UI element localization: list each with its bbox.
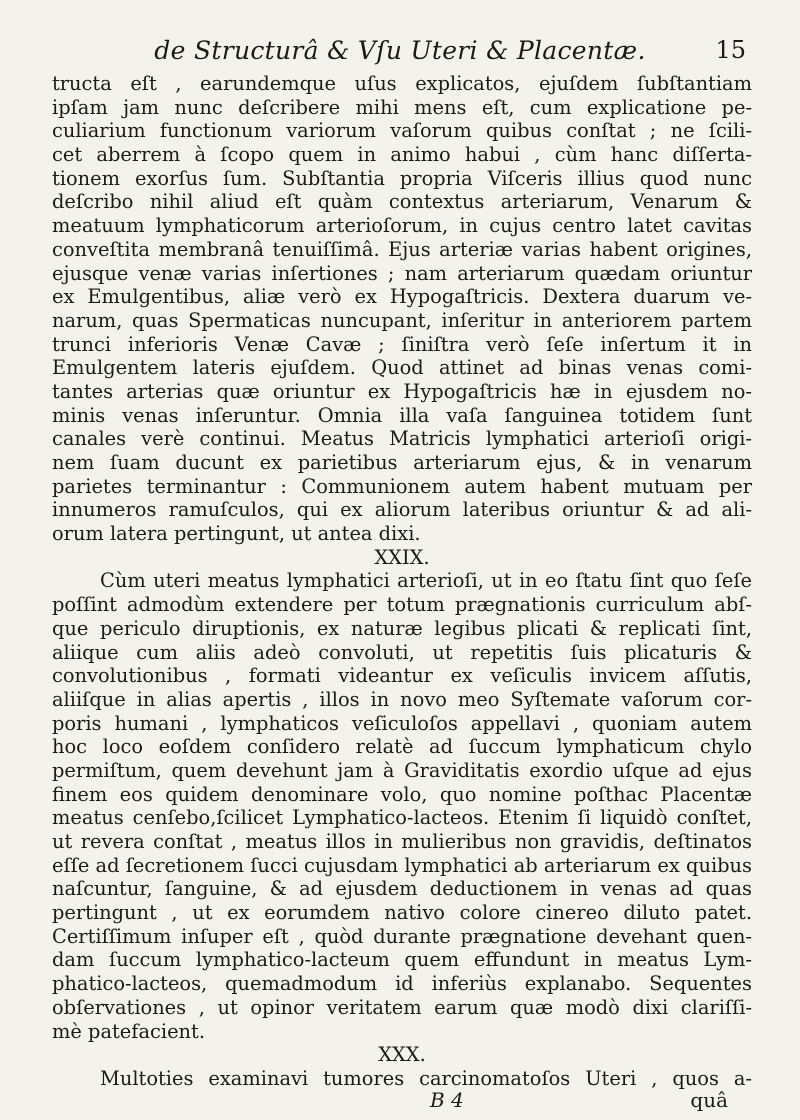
- page-footer: [52, 1088, 752, 1114]
- text-line: poſſint admodùm extendere per totum prægnationis curriculum abſ-: [52, 593, 752, 617]
- text-line: convolutionibus , formati videantur ex veſiculis invicem aſſutis,: [52, 664, 752, 688]
- page-body: [52, 72, 752, 1091]
- text-line: conveſtita membranâ tenuiſſimâ. Ejus arteriæ varias habent origines,: [52, 237, 752, 261]
- text-line: pertingunt , ut ex eorumdem nativo colore cinereo diluto patet.: [52, 901, 752, 925]
- text-line: aliique cum aliis adeò convoluti, ut repetitis ſuis plicaturis &: [52, 640, 752, 664]
- text-line: mè patefacient.: [52, 1019, 205, 1043]
- text-line: meatus cenſebo,ſcilicet Lymphatico-lacteos. Etenim ſi liquidò conſtet,: [52, 806, 752, 830]
- text-line: nem ſuam ducunt ex parietibus arteriarum ejus, & in venarum: [52, 451, 752, 474]
- text-line: eſſe ad ſecretionem ſucci cujusdam lymphatici ab arteriarum ex quibus: [52, 853, 752, 877]
- text-line: tantes arterias quæ oriuntur ex Hypogaſtricis hæ in ejusdem no-: [52, 379, 752, 403]
- text-line: deſcribo nihil aliud eſt quàm contextus arteriarum, Venarum &: [52, 190, 752, 214]
- running-title: de Structurâ & Vſu Uteri & Placentæ.: [154, 36, 646, 65]
- text-line: innumeros ramuſculos, qui ex aliorum lateribus oriuntur & ad ali-: [52, 498, 752, 522]
- page-number: 15: [715, 36, 746, 64]
- text-line: ex Emulgentibus, aliæ verò ex Hypogaſtricis. Dextera duarum ve-: [52, 285, 752, 309]
- text-line: ipſam jam nunc deſcribere mihi mens eſt, cum explicatione pe-: [52, 95, 752, 119]
- text-line: culiarium functionum variorum vaſorum quibus conſtat ; ne ſcili-: [52, 119, 752, 143]
- text-line: orum latera pertingunt, ut antea dixi.: [52, 522, 421, 546]
- text-line: minis venas inſeruntur. Omnia illa vaſa ſanguinea totidem ſunt: [52, 403, 752, 427]
- text-line: meatuum lymphaticorum arterioſorum, in cujus centro latet cavitas: [52, 214, 752, 238]
- text-line: narum, quas Spermaticas nuncupant, inſeritur in anteriorem partem: [52, 308, 752, 332]
- text-line: poris humani , lymphaticos veſiculoſos appellavi , quoniam autem: [52, 711, 752, 735]
- text-line: Cùm uteri meatus lymphatici arterioſi, ut in eo ſtatu ſint quo ſeſe: [100, 569, 752, 593]
- text-line: finem eos quidem denominare volo, quo nomine poſthac Placentæ: [52, 782, 752, 806]
- section-number-xxx: XXX.: [378, 1043, 426, 1067]
- text-line: phatico-lacteos, quemadmodum id inferiùs explanabo. Sequentes: [52, 972, 752, 996]
- catchword: quâ: [690, 1088, 728, 1112]
- text-line: Certiſſimum inſuper eſt , quòd durante prægnatione devehant quen-: [52, 924, 752, 948]
- text-line: aliiſque in alias apertis , illos in novo meo Syſtemate vaſorum cor-: [52, 687, 752, 711]
- signature-mark: B 4: [430, 1088, 464, 1112]
- text-line: ut revera conſtat , meatus illos in mulieribus non gravidis, deſtinatos: [52, 830, 752, 853]
- text-line: parietes terminantur : Communionem autem habent mutuam per: [52, 474, 752, 498]
- page-header: [0, 36, 800, 66]
- section-number-xxix: XXIX.: [374, 545, 430, 569]
- paragraph-continued: [52, 72, 752, 546]
- text-line: ejusque venæ varias inſertiones ; nam arteriarum quædam oriuntur: [52, 261, 752, 285]
- paragraph-xxix: [52, 569, 752, 1043]
- text-line: cet aberrem à ſcopo quem in animo habui , cùm hanc diſſerta-: [52, 143, 752, 167]
- text-line: dam ſuccum lymphatico-lacteum quem effundunt in meatus Lym-: [52, 948, 752, 972]
- text-line: Multoties examinavi tumores carcinomatoſos Uteri , quos a-: [100, 1066, 752, 1090]
- text-line: naſcuntur, ſanguine, & ad ejusdem deductionem in venas ad quas: [52, 877, 752, 901]
- text-line: tructa eſt , earundemque uſus explicatos, ejuſdem ſubſtantiam: [52, 72, 752, 95]
- text-line: obſervationes , ut opinor veritatem earum quæ modò dixi clariſſi-: [52, 995, 752, 1019]
- text-line: que periculo diruptionis, ex naturæ legibus plicati & replicati ſint,: [52, 616, 752, 640]
- text-line: Emulgentem lateris ejuſdem. Quod attinet ad binas venas comi-: [52, 356, 752, 380]
- text-line: canales verè continui. Meatus Matricis lymphatici arterioſi origi-: [52, 427, 752, 451]
- text-line: trunci inferioris Venæ Cavæ ; ſiniſtra verò ſeſe inſertum it in: [52, 332, 752, 356]
- text-line: tionem exorſus ſum. Subſtantia propria Viſceris illius quod nunc: [52, 166, 752, 190]
- text-line: permiſtum, quem devehunt jam à Graviditatis exordio uſque ad ejus: [52, 758, 752, 782]
- text-line: hoc loco eoſdem conſidero relatè ad ſuccum lymphaticum chylo: [52, 735, 752, 759]
